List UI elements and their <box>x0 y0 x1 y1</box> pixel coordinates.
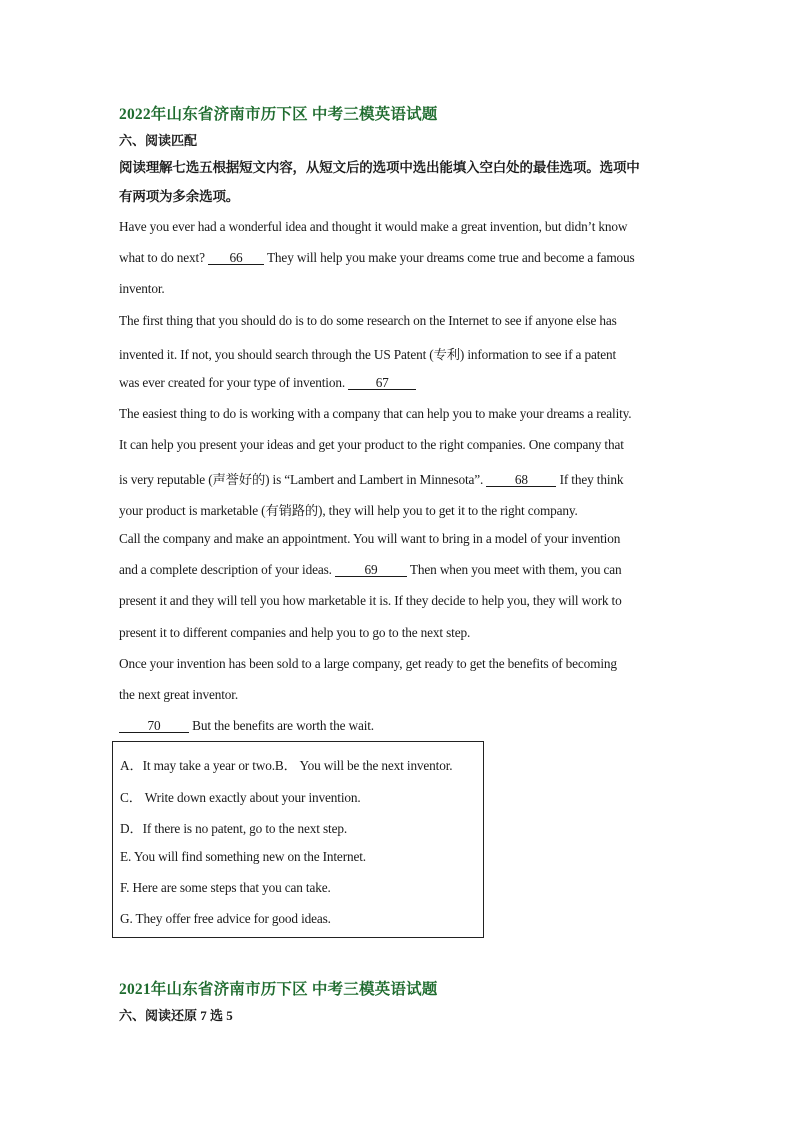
section-subtitle: 六、阅读还原 7 选 5 <box>119 1008 233 1023</box>
passage-line: is very reputable (声誉好的) is “Lambert and Lambert in Minnesota”. 68 If they think <box>119 472 624 487</box>
passage-line: and a complete description of your ideas. 69 Then when you meet with them, you can <box>119 562 622 577</box>
passage-line: inventor. <box>119 281 165 296</box>
passage-line: Have you ever had a wonderful idea and thought it would make a great invention, but didn’t know <box>119 219 628 234</box>
option-item: A．It may take a year or two.B． You will be the next inventor. <box>120 758 453 773</box>
passage-line: your product is marketable (有销路的), they will help you to get it to the right company. <box>119 503 578 518</box>
answer-blank-68[interactable]: 68 <box>486 473 556 487</box>
instruction-line-2: 有两项为多余选项。 <box>119 189 240 204</box>
option-item: E. You will find something new on the Internet. <box>120 849 366 864</box>
passage-line: present it to different companies and help you to go to the next step. <box>119 625 471 640</box>
passage-line: It can help you present your ideas and get your product to the right companies. One company that <box>119 437 624 452</box>
option-item: G. They offer free advice for good ideas. <box>120 911 331 926</box>
option-item: C． Write down exactly about your invention. <box>120 790 361 805</box>
passage-line: present it and they will tell you how marketable it is. If they decide to help you, they will work to <box>119 593 622 608</box>
section-title: 2022年山东省济南市历下区 中考三模英语试题 <box>119 106 438 123</box>
passage-line: Once your invention has been sold to a large company, get ready to get the benefits of becoming <box>119 656 617 671</box>
passage-line: the next great inventor. <box>119 687 238 702</box>
passage-line: Call the company and make an appointment. You will want to bring in a model of your invention <box>119 531 621 546</box>
passage-line: invented it. If not, you should search through the US Patent (专利) information to see if a patent <box>119 347 617 362</box>
passage-line: The easiest thing to do is working with a company that can help you to make your dreams a reality. <box>119 406 632 421</box>
answer-blank-69[interactable]: 69 <box>335 563 407 577</box>
answer-blank-66[interactable]: 66 <box>208 251 264 265</box>
section-title: 2021年山东省济南市历下区 中考三模英语试题 <box>119 981 438 998</box>
passage-line: 70 But the benefits are worth the wait. <box>119 718 374 734</box>
instruction-line-1: 阅读理解七选五根据短文内容，从短文后的选项中选出能填入空白处的最佳选项。选项中 <box>119 160 640 175</box>
section-subtitle: 六、阅读匹配 <box>119 133 198 148</box>
answer-blank-67[interactable]: 67 <box>348 376 416 390</box>
option-item: F. Here are some steps that you can take. <box>120 880 331 895</box>
passage-line: what to do next? 66 They will help you make your dreams come true and become a famous <box>119 250 635 265</box>
passage-line: The first thing that you should do is to do some research on the Internet to see if anyone else has <box>119 313 617 328</box>
passage-line: was ever created for your type of invention. 67 <box>119 375 416 391</box>
answer-blank-70[interactable]: 70 <box>119 719 189 733</box>
option-item: D．If there is no patent, go to the next step. <box>120 821 347 836</box>
options-box <box>112 741 484 938</box>
